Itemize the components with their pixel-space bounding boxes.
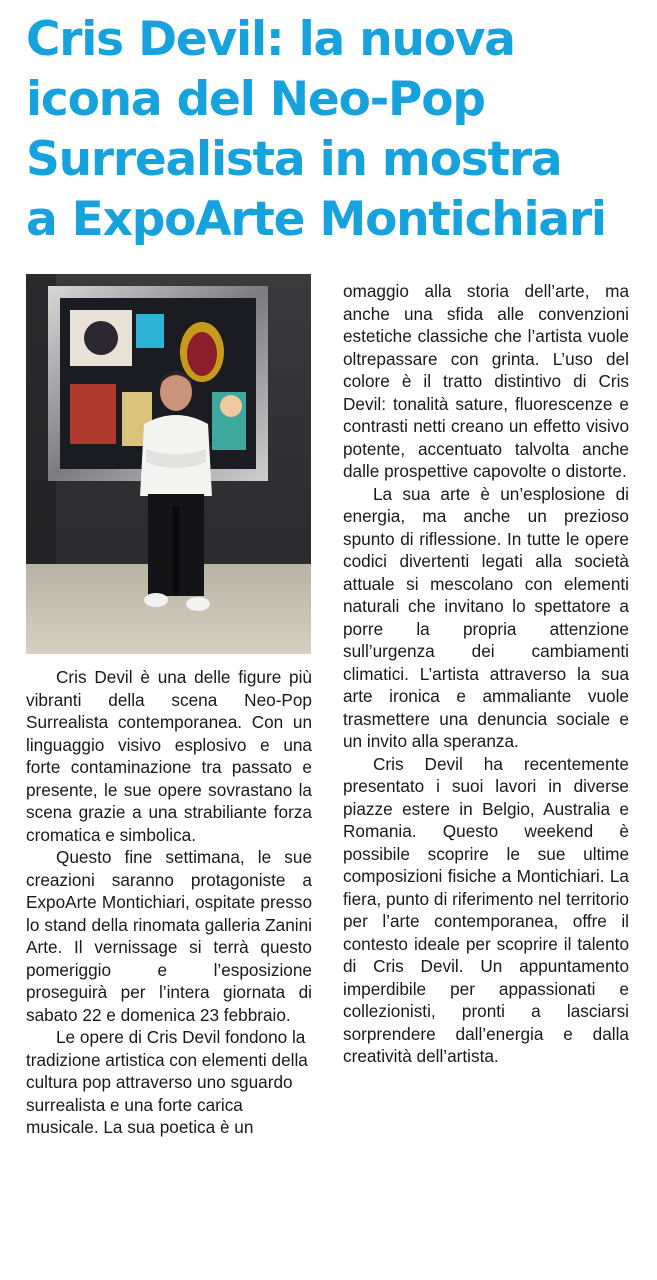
paragraph: Cris Devil ha recentemente presentato i suoi lavori in diverse piazze estere in Belgio, Australia e Romania. Questo weekend è possibile scoprire le sue ultime composizioni fisiche a Montichiari. La fiera, punto di riferimento nel territorio per l’arte contemporanea, offre il contesto ideale per scoprire il talento di Cris Devil. Un appuntamento imperdibile per appassionati e collezionisti, pronti a lasciarsi sorprendere dall’energia e dalla creatività dell’artista.: [343, 753, 629, 1066]
article-photo: [26, 274, 311, 654]
right-column: [343, 280, 629, 1068]
headline-line: icona del Neo-Pop: [26, 72, 485, 127]
paragraph-continuation: omaggio alla storia dell’arte, ma anche una sfida alle convenzioni estetiche classiche che l’artista vuole oltrepassare con grinta. L’uso del colore è il tratto distintivo di Cris Devil: tonalità sature, fluorescenze e contrasti netti creano un effetto visivo potente, accentuato talvolta anche dalle prospettive capovolte o distorte.: [343, 281, 629, 481]
paragraph: La sua arte è un’esplosione di energia, ma anche un prezioso spunto di riflessione. In tutte le opere codici divertenti legati alla società attuale si mescolano con elementi naturali che invitano lo spettatore a porre la propria attenzione sull’urgenza dei cambiamenti climatici. L’artista attraverso la sua arte ironica e ammaliante vuole trasmettere una denuncia sociale e un invito alla speranza.: [343, 483, 629, 751]
headline-line: Surrealista in mostra: [26, 132, 562, 187]
article-headline: [26, 10, 646, 250]
headline-line: a ExpoArte Montichiari: [26, 192, 606, 247]
left-column: [26, 666, 312, 1139]
paragraph: Le opere di Cris Devil fondono la tradizione artistica con elementi della cultura pop attraverso uno sguardo surrealista e una forte carica musicale. La sua poetica è un: [26, 1027, 308, 1137]
paragraph: Cris Devil è una delle figure più vibranti della scena Neo-Pop Surrealista contemporanea. Con un linguaggio visivo esplosivo e una forte contaminazione tra passato e presente, le sue opere sovrastano la scena grazie a una strabiliante forza cromatica e simbolica.: [26, 667, 312, 845]
paragraph: Questo fine settimana, le sue creazioni saranno protagoniste a ExpoArte Montichiari, ospitate presso lo stand della rinomata galleria Zanini Arte. Il vernissage si terrà questo pomeriggio e l’esposizione proseguirà per l’intera giornata di sabato 22 e domenica 23 febbraio.: [26, 847, 312, 1025]
headline-line: Cris Devil: la nuova: [26, 12, 515, 67]
artist-with-artwork-image: [26, 274, 311, 654]
